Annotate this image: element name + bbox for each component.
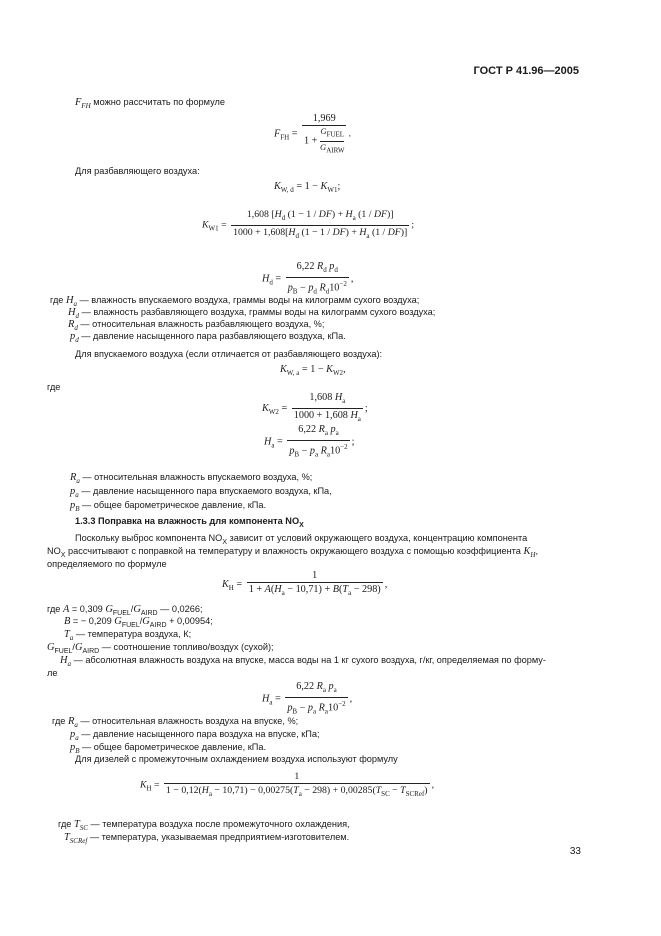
def-ha-row: где $H_a$ — влажность впускаемого воздуха, граммы воды на килограмм сухого воздуха; (50, 295, 420, 308)
def-pd-row: $p_d$ — давление насыщенного пара разбавляющего воздуха, кПа. (70, 331, 346, 344)
def-pa2-row: $p_a$ — давление насыщенного пара воздуха на впуске, кПа; (70, 729, 320, 742)
formula-hd: $H_d$ = $\frac{6,22 R_d p_d}{p_B - p_d R_d10^{-2}}$ , (262, 260, 353, 298)
def-ra-row: $R_a$ — относительная влажность впускаемого воздуха, %; (70, 472, 313, 485)
def-ra2-row: где $R_a$ — относительная влажность воздуха на впуске, %; (52, 716, 299, 729)
formula-kw2: $K_{W2}$ = $\frac{1,608 H_a}{1000 + 1,608 H_a}$ ; (262, 391, 368, 426)
def-pb-row: $p_B$ — общее барометрическое давление, кПа. (70, 500, 267, 513)
standard-header: ГОСТ Р 41.96—2005 (473, 65, 579, 77)
page-number: 33 (569, 846, 581, 857)
diesel-heading: Для дизелей с промежуточным охлаждением воздуха используют формулу (75, 754, 398, 764)
para-line-1: Поскольку выброс компонента $NO_X$ зависит от условий окружающего воздуха, концентрацию компонента (75, 533, 528, 546)
def-ratio-row: $G_{FUEL}/G_{AIRD}$ — соотношение топливо/воздух (сухой); (47, 642, 274, 655)
where-label: где (47, 382, 61, 392)
formula-kwa: $K_{W, a} = 1 - K_{W2}$, (280, 364, 346, 378)
def-pa-row: $p_a$ — давление насыщенного пара впускаемого воздуха, кПа, (70, 486, 332, 499)
para-line-3: определяемого по формуле (47, 559, 167, 569)
dilution-heading: Для разбавляющего воздуха: (75, 166, 200, 176)
def-b-row: B = − 0,209 $G_{FUEL}/G_{AIRD} + 0,00954$; (64, 616, 213, 629)
def-hd-row: $H_d$ — влажность разбавляющего воздуха, граммы воды на килограмм сухого воздуха; (68, 307, 436, 320)
formula-kh-intercooled: $K_H$ = 1 $1 - 0,12(H_a - 10,71) - 0,00275(T_a - 298) + 0,00285(T_{SC} - T_{SCRef})$ , (140, 770, 434, 801)
section-title: 1.3.3 Поправка на влажность для компонента $NO_X$ (75, 516, 304, 529)
def-ha-abs-cont: ле (47, 668, 58, 678)
formula-ha: $H_a$ = $\frac{6,22 R_a p_a}{p_B - p_a R_a10^{-2}}$ ; (264, 423, 355, 461)
def-ta-row: $T_a$ — температура воздуха, К; (64, 629, 192, 642)
intake-heading: Для впускаемого воздуха (если отличается от разбавляющего воздуха): (75, 349, 383, 359)
def-tscref-row: $T_{SCRef}$ — температура, указываемая предприятием-изготовителем. (64, 832, 350, 845)
formula-kwd: $K_{W, d} = 1 - K_{W1}$; (274, 181, 341, 195)
intro-line: $F_{FH}$ можно рассчитать по формуле (75, 97, 225, 110)
formula-kw1: $K_{W1}$ = $\frac{1,608 [H_d (1 - 1 / DF) + H_a (1 / DF)]}{1000 + 1,608[H_d (1 - 1 / DF) + H_a (1 / DF)]}$ ; (202, 208, 414, 243)
formula-kh: $K_H$ = $\frac{1}{1 + A(H_a - 10,71) + B(T_a - 298)}$ , (222, 569, 387, 600)
def-rd-row: $R_d$ — относительная влажность разбавляющего воздуха, %; (68, 319, 325, 332)
def-a-row: где A = 0,309 $G_{FUEL}/G_{AIRD}$ — 0,0266; (47, 604, 203, 617)
def-pb2-row: $p_B$ — общее барометрическое давление, кПа. (70, 742, 267, 755)
def-tsc-row: где $T_{SC}$ — температура воздуха после промежуточного охлаждения, (58, 819, 350, 832)
formula-ffh: $F_{FH}$ = 1,969 1 + $G_{FUEL}$ $G_{AIRW}$ . (274, 113, 352, 155)
formula-ha-2: $H_a$ = $\frac{6,22 R_a p_a}{p_B - p_a R_a10^{-2}}$ , (262, 680, 352, 718)
para-line-2: $NO_X$ рассчитывают с поправкой на температуру и влажность окружающего воздуха с помощью коэффициента $K_H$, (47, 546, 539, 559)
intro-text: можно рассчитать по формуле (93, 97, 225, 107)
def-ha-abs-row: $H_a$ — абсолютная влажность воздуха на впуске, масса воды на 1 кг сухого воздуха, г/кг, определяемая по форму- (60, 655, 546, 668)
